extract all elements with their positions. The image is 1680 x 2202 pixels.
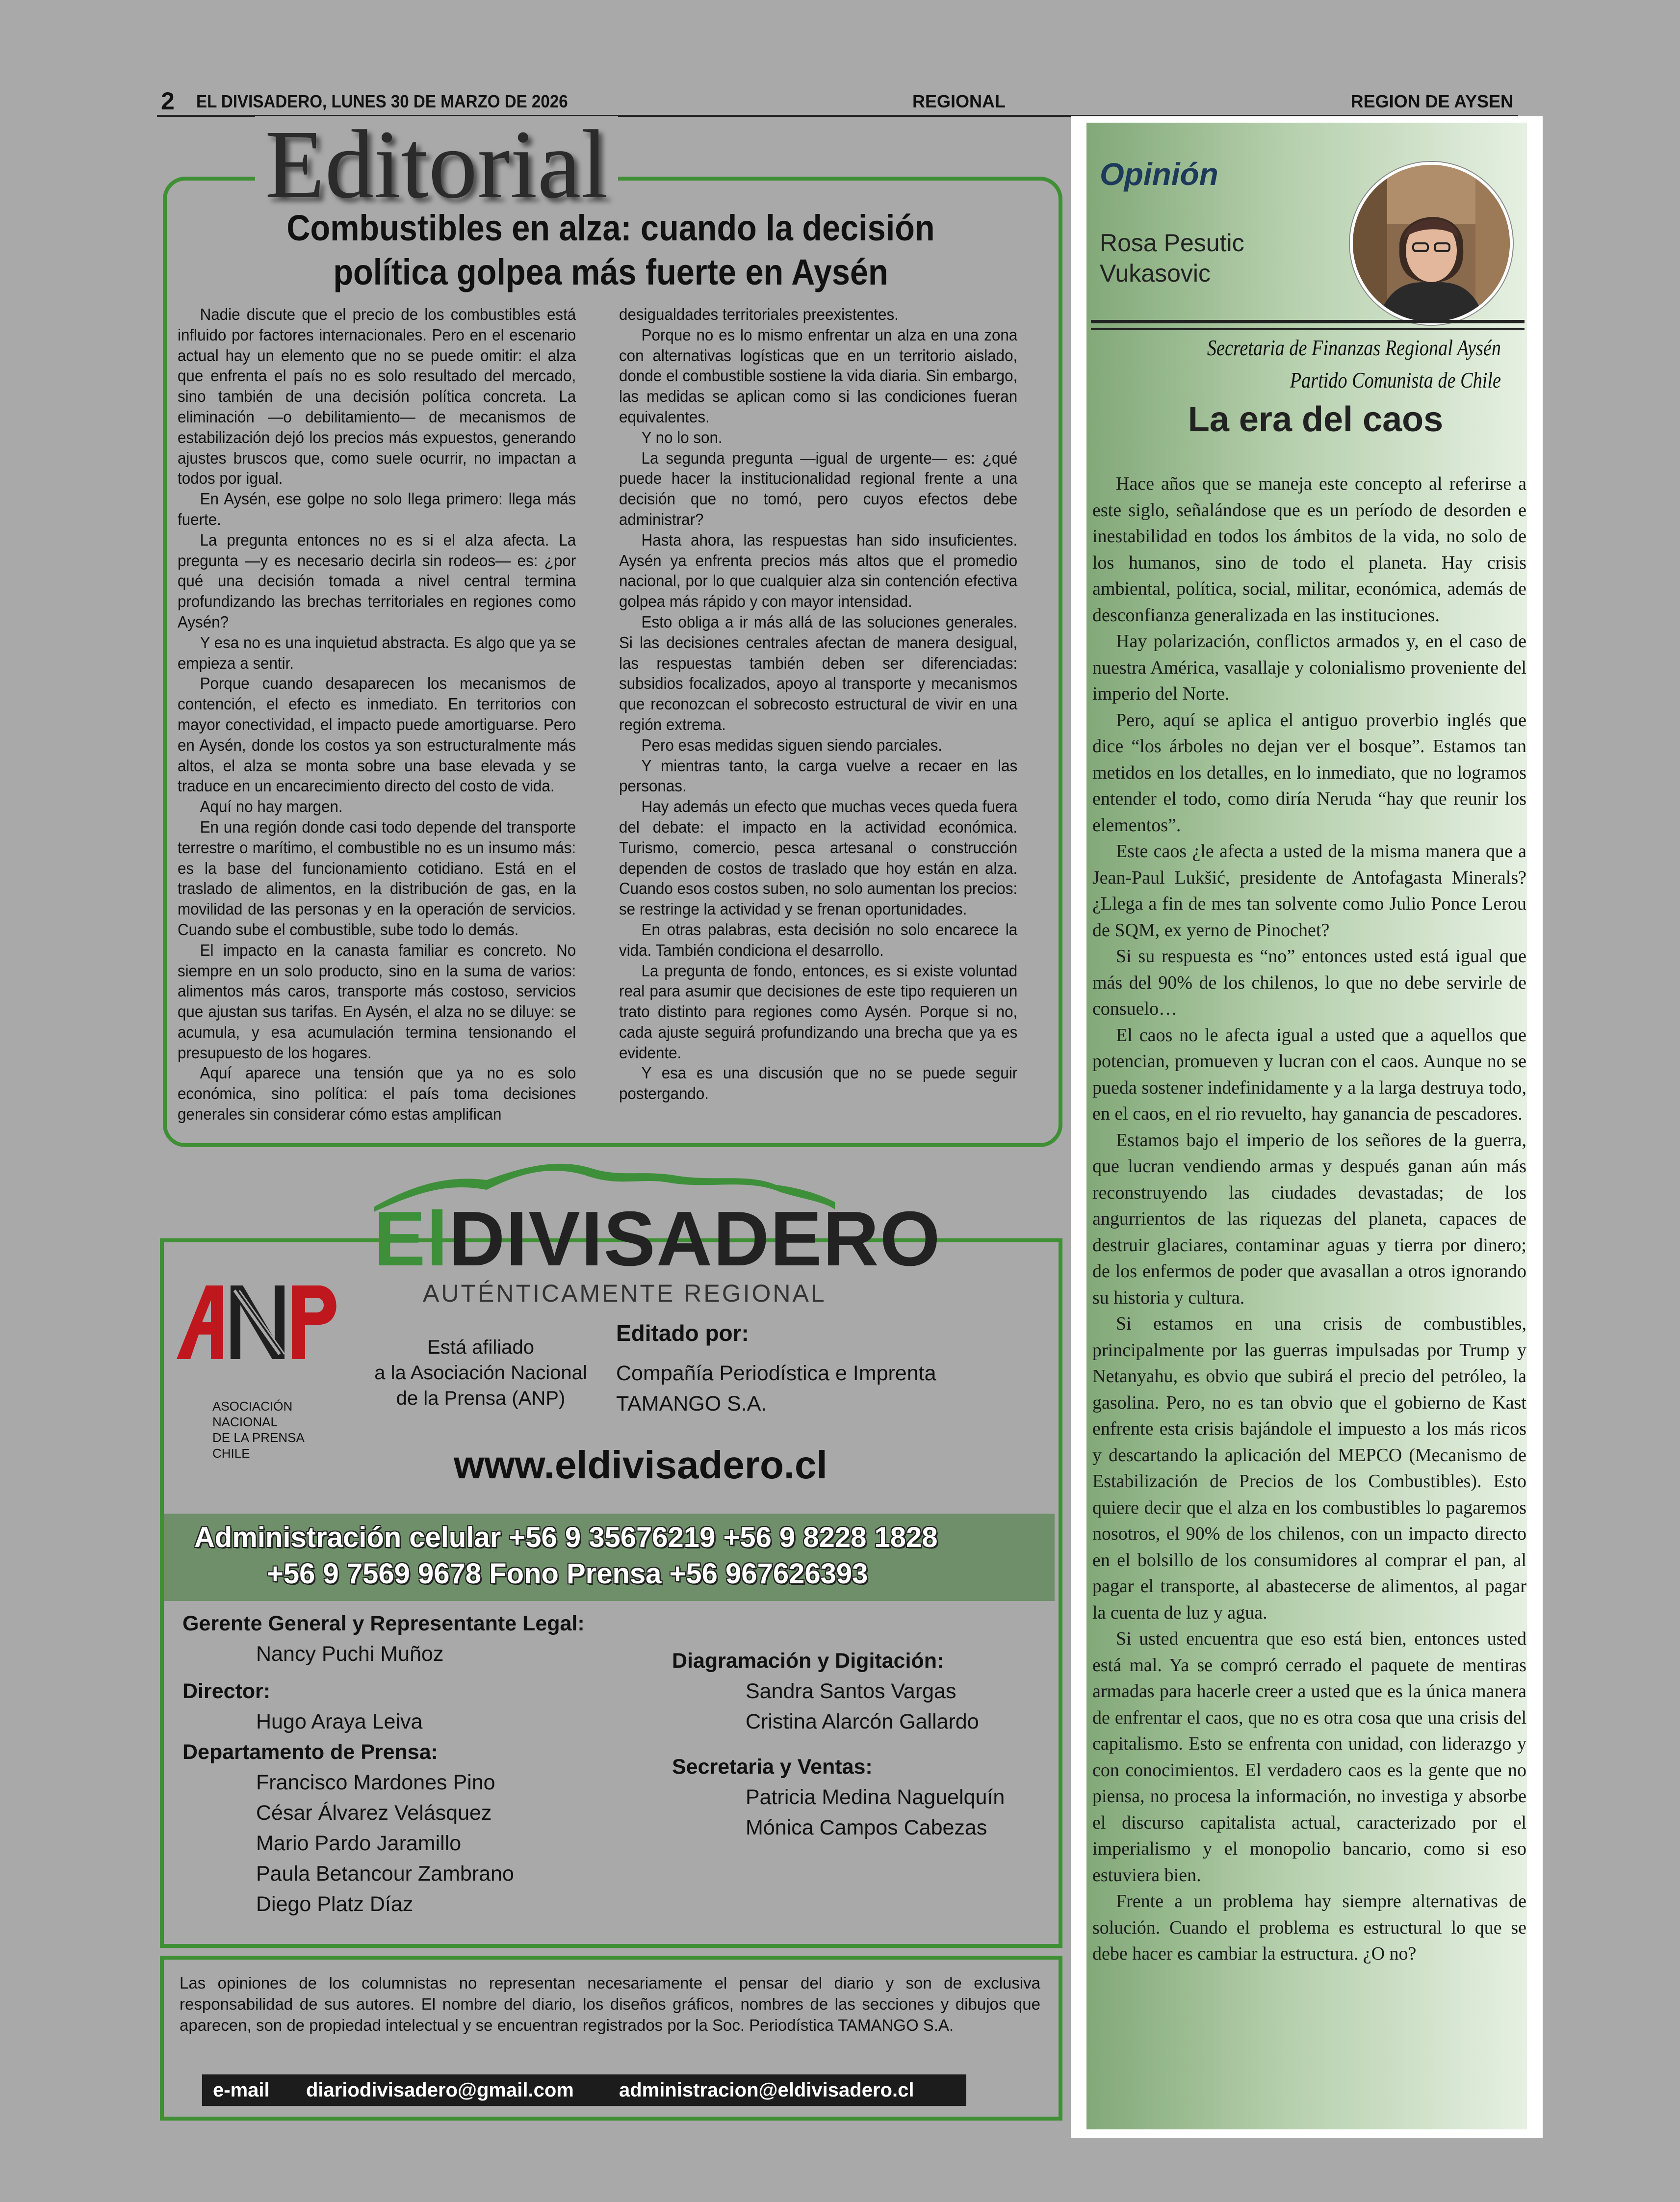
editorial-paragraph: Y no lo son.	[641, 428, 723, 446]
editorial-paragraph: Y esa es una discusión que no se puede seguir postergando.	[619, 1064, 1018, 1103]
anp-logo-icon	[177, 1281, 343, 1364]
editorial-paragraph: La pregunta de fondo, entonces, es si existe voluntad real para asumir que decisiones de este tipo requieren un trato distinto para regiones como Aysén. Porque si no, cada ajuste seguirá profundizando una brecha que ya es evidente.	[619, 961, 1018, 1062]
editorial-paragraph: La segunda pregunta —igual de urgente— es: ¿qué puede hacer la institucionalidad regional frente a una decisión que no tomó, pero cuyos efectos debe administrar?	[619, 448, 1018, 528]
editorial-paragraph: El impacto en la canasta familiar es concreto. No siempre en un solo producto, sino en la suma de varios: alimentos más caros, transporte más costoso, servicios que ajustan sus tarifas. En Aysén, el alza no se diluye: se acumula, y esa acumulación termina tensionando el presupuesto de los hogares.	[178, 941, 576, 1062]
section-name: REGIONAL	[912, 91, 1006, 111]
opinion-divider	[1091, 320, 1525, 330]
edited-by-label: Editado por:	[616, 1320, 749, 1346]
editorial-paragraph: Esto obliga a ir más allá de las soluciones generales. Si las decisiones centrales afectan de manera desigual, las respuestas también deben ser diferenciadas: subsidios focalizados, apoyo al transporte y mecanismos que reconozcan el sobrecosto estructural de vivir en una región extrema.	[619, 612, 1018, 734]
opinion-paragraph: El caos no le afecta igual a usted que a aquellos que potencian, promueven y lucran con el caos. Aunque no se pueda sostener indefinidamente y a la larga destruya todo, en el caos, en el rio revuelto, hay ganancia de pescadores.	[1092, 1024, 1526, 1124]
editorial-column-1	[178, 304, 576, 1125]
editorial-section-title: Editorial	[255, 116, 618, 214]
admin-phones: Administración celular +56 9 35676219 +56 9 8228 1828	[194, 1521, 938, 1553]
editorial-paragraph: Aquí aparece una tensión que ya no es solo económica, sino política: el país toma decisiones generales sin considerar cómo estas amplifican	[178, 1064, 576, 1124]
editorial-paragraph: Porque no es lo mismo enfrentar un alza en una zona con alternativas logísticas que en un territorio aislado, donde el combustible sostiene la vida diaria. Sin embargo, las medidas se aplican como si las condiciones fueran equivalentes.	[619, 325, 1018, 426]
editorial-headline-line2: política golpea más fuerte en Aysén	[333, 252, 888, 292]
editorial-paragraph: Hay además un efecto que muchas veces queda fuera del debate: el impacto en la actividad económica. Turismo, comercio, pesca artesanal o construcción dependen de costos de traslado que hoy están en alza. Cuando esos costos suben, no solo aumentan los precios: se restringe la actividad y se frenan oportunidades.	[619, 797, 1018, 918]
opinion-author: Rosa Pesutic Vukasovic	[1100, 229, 1244, 287]
editorial-paragraph: Y esa no es una inquietud abstracta. Es algo que ya se empieza a sentir.	[178, 633, 576, 672]
editorial-paragraph: desigualdades territoriales preexistentes.	[619, 305, 899, 323]
opinion-body	[1092, 471, 1526, 1967]
newspaper-logo	[374, 1163, 941, 1310]
editorial-paragraph: Pero esas medidas siguen siendo parciales.	[641, 735, 943, 754]
region-name: REGION DE AYSEN	[1350, 91, 1513, 111]
website-link[interactable]: www.eldivisadero.cl	[454, 1443, 827, 1487]
opinion-paragraph: Si usted encuentra que eso está bien, entonces usted está mal. Ya se compró cerrado el paquete de mentiras armadas para hacerle creer a usted que es la única manera de enfrentar el caos, que no es otra cosa que una crisis del capitalismo. Esto se enfrenta con unidad, con liderazgo y con conocimientos. El verdadero caos es la gente que no piensa, no procesa la información, no investiga y absorbe el discurso capitalista actual, caracterizado por el imperialismo y el monopolio bancario, como si eso estuviera bien.	[1092, 1628, 1526, 1886]
press-phones: +56 9 7569 9678 Fono Prensa +56 967626393	[267, 1558, 868, 1590]
editorial-paragraph: En Aysén, ese golpe no solo llega primero: llega más fuerte.	[178, 490, 576, 528]
opinion-paragraph: Frente a un problema hay siempre alternativas de solución. Cuando el problema es estructural lo que se debe hacer es cambiar la estructura. ¿O no?	[1092, 1891, 1526, 1964]
opinion-label: Opinión	[1100, 157, 1218, 192]
editorial-paragraph: En otras palabras, esta decisión no solo encarece la vida. También condiciona el desarrollo.	[619, 920, 1018, 959]
phone-band	[164, 1514, 1055, 1601]
opinion-paragraph: Si su respuesta es “no” entonces usted está igual que más del 90% de los chilenos, lo que no debe servirle de consuelo…	[1092, 946, 1526, 1019]
opinion-paragraph: Hay polarización, conflictos armados y, en el caso de nuestra América, vasallaje y colonialismo proveniente del imperio del Norte.	[1092, 631, 1526, 704]
author-portrait-icon	[1353, 165, 1510, 322]
author-photo	[1350, 162, 1513, 325]
publication-date-line: EL DIVISADERO, LUNES 30 DE MARZO DE 2026	[196, 91, 568, 111]
editorial-paragraph: Y mientras tanto, la carga vuelve a recaer en las personas.	[619, 756, 1018, 795]
editorial-headline	[220, 206, 1002, 294]
editorial-headline-line1: Combustibles en alza: cuando la decisión	[286, 208, 935, 248]
logo-el: El	[374, 1196, 449, 1282]
logo-divisadero: DIVISADERO	[449, 1196, 941, 1282]
editorial-column-2	[619, 304, 1017, 1104]
editorial-paragraph: En una región donde casi todo depende del transporte terrestre o marítimo, el combustible no es un insumo más: es la base del funcionamiento cotidiano. Está en el traslado de alimentos, en la distribución de gas, en la movilidad de las personas y en la operación de servicios. Cuando sube el combustible, sube todo lo demás.	[178, 817, 576, 939]
email-bar	[202, 2074, 966, 2106]
editorial-paragraph: Nadie discute que el precio de los combustibles está influido por factores internacionales. Pero en el escenario actual hay un elemento que no se puede omitir: el alza que enfrenta el país no es solo resultado del mercado, sino también de una decisión política concreta. La eliminación —o debilitamiento— de mecanismos de estabilización dejó los precios más expuestos, generando ajustes bruscos que, como suele ocurrir, no impactan a todos por igual.	[178, 305, 576, 488]
editorial-paragraph: Aquí no hay margen.	[200, 797, 343, 816]
opinion-paragraph: Estamos bajo el imperio de los señores de la guerra, que lucran vendiendo armas y después ganan aún más reconstruyendo las ciudades devastadas; de los angurrientos de las riquezas del planeta, capaces de destruir glaciares, contaminar aguas y tierra por dinero; de los enfermos de poder que avasallan a otros ignorando su historia y cultura.	[1092, 1129, 1526, 1308]
disclaimer-text: Las opiniones de los columnistas no representan necesariamente el pensar del diario y son de exclusiva responsabilidad de sus autores. El nombre del diario, los diseños gráficos, nombres de las secciones y dibujos que aparecen, son de propiedad intelectual y se encuentran registrados por la Soc. Periodística TAMANGO S.A.	[180, 1974, 1040, 2034]
opinion-paragraph: Este caos ¿le afecta a usted de la misma manera que a Jean-Paul Lukšić, presidente de Antofagasta Minerals? ¿Llega a fin de mes tan solvente como Julio Ponce Lerou de SQM, ex yerno de Pinochet?	[1092, 841, 1526, 941]
page-number: 2	[161, 87, 175, 115]
edited-by-company: Compañía Periodística e Imprenta TAMANGO S.A.	[616, 1362, 936, 1416]
opinion-headline: La era del caos	[1188, 400, 1444, 439]
editorial-paragraph: La pregunta entonces no es si el alza afecta. La pregunta —y es necesario decirla sin rodeos— es: ¿por qué una decisión tomada a nivel central termina profundizando las brechas territoriales en regiones como Aysén?	[178, 530, 576, 631]
editorial-paragraph: Porque cuando desaparecen los mecanismos de contención, el efecto es inmediato. En territorios con mayor conectividad, el impacto puede amortiguarse. Pero en Aysén, donde los costos ya son estructuralmente más altos, el alza se monta sobre una base elevada y se traduce en un encarecimiento directo del costo de vida.	[178, 674, 576, 795]
email-link-2[interactable]: administracion@eldivisadero.cl	[619, 2079, 914, 2101]
author-role: Secretaria de Finanzas Regional Aysén Partido Comunista de Chile	[1207, 336, 1501, 393]
opinion-paragraph: Hace años que se maneja este concepto al referirse a este siglo, señalándose que es un período de desorden e inestabilidad en todos los ámbitos de la vida, no solo de los humanos, sino de todo el planeta. Hay crisis ambiental, política, social, militar, económica, además de desconfianza generalizada en las instituciones.	[1092, 473, 1526, 626]
opinion-paragraph: Pero, aquí se aplica el antiguo proverbio inglés que dice “los árboles no dejan ver el bosque”. Estamos tan metidos en los detalles, en lo inmediato, que no logramos entender el todo, como diría Neruda “hay que reunir los elementos”.	[1092, 709, 1526, 836]
email-label: e-mail	[213, 2079, 270, 2101]
email-link-1[interactable]: diariodivisadero@gmail.com	[306, 2079, 574, 2101]
affiliation-text: Está afiliado a la Asociación Nacional de la Prensa (ANP)	[374, 1337, 587, 1409]
opinion-paragraph: Si estamos en una crisis de combustibles, principalmente por las guerras impulsadas por Trump y Netanyahu, es obvio que subirá el precio del petróleo, la gasolina. Pero, no es tan obvio que el gobierno de Kast enfrente esta crisis bajándole el impuesto a los más ricos y descartando la aplicación del MEPCO (Mecanismo de Estabilización de Precios de los Combustibles). Esto quiere decir que el alza en los combustibles lo pagaremos nosotros, el 90% de los chilenos, con un impacto directo en el bolsillo de los consumidores al comprar el pan, al pagar el transporte, al abastecerse de alimentos, al pagar la cuenta de luz y agua.	[1092, 1313, 1526, 1623]
staff-left: Gerente General y Representante Legal: Nancy Puchi Muñoz Director: Hugo Araya Leiva Departamento de Prensa: Francisco Mardones Pino César Álvarez Velásquez Mario Pardo Jaramillo Paula Betancour Zambrano Diego Platz Díaz	[182, 1612, 585, 1916]
logo-tagline: AUTÉNTICAMENTE REGIONAL	[423, 1280, 827, 1307]
staff-right: Diagramación y Digitación: Sandra Santos Vargas Cristina Alarcón Gallardo Secretaria y Ventas: Patricia Medina Naguelquín Mónica Campos Cabezas	[672, 1649, 1005, 1839]
editorial-paragraph: Hasta ahora, las respuestas han sido insuficientes. Aysén ya enfrenta precios más altos que el promedio nacional, por lo que cualquier alza sin contención efectiva golpea más rápido y con mayor intensidad.	[619, 530, 1018, 611]
anp-caption: ASOCIACIÓN NACIONAL DE LA PRENSA CHILE	[212, 1399, 305, 1461]
